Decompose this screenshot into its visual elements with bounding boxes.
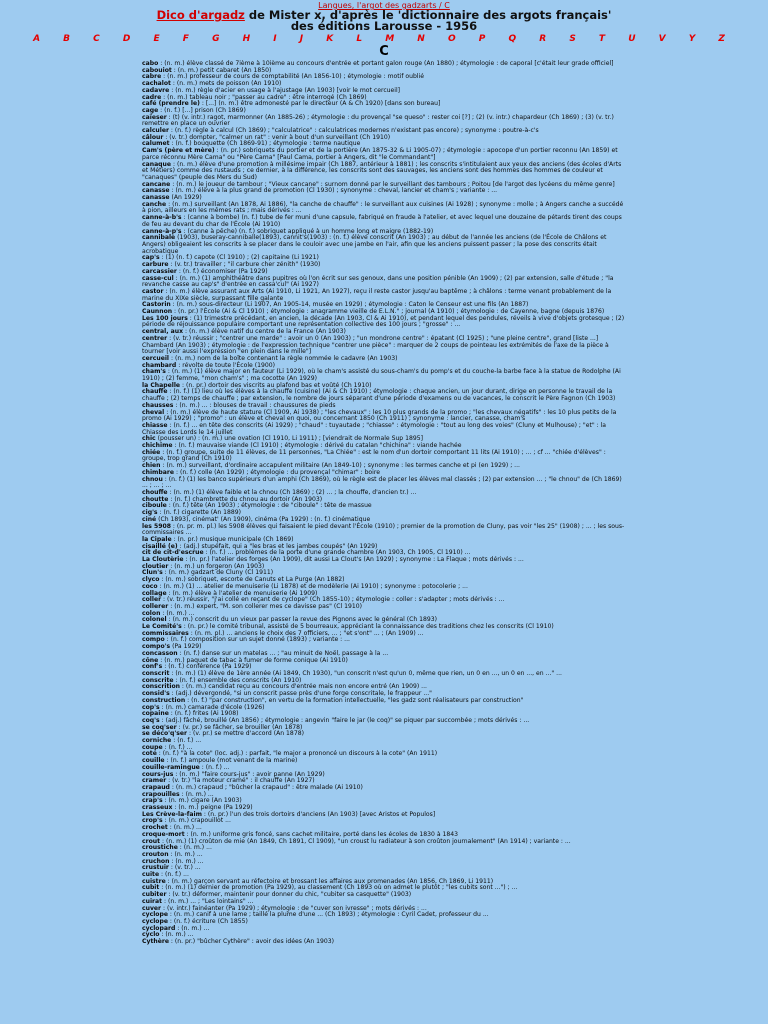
entry-term: ciboule <box>142 502 167 510</box>
entry-term: coupe <box>142 743 163 751</box>
entry-definition: : [...] (n. m.) être admonesté par le directeur (A & Ch 1920) [dans son bureau] <box>199 100 441 108</box>
entry-term: Les 100 jours <box>142 314 188 322</box>
entry-definition: : (n. m.) "faire cours-jus" : avoir panne (An 1929) <box>173 770 325 778</box>
entry-definition: : (n. m.) élève à la plus grand de promotion (Cl 1930) ; synonyme : cheval, lancier et cham's ; variante : ... <box>169 187 498 195</box>
entry-term: carcassier <box>142 267 177 275</box>
entry-term: copaine <box>142 710 169 718</box>
entry-term: la Chapelle <box>142 381 181 389</box>
entry-term: cop's <box>142 703 160 711</box>
entry-term: chiée <box>142 448 161 456</box>
entry-term: les 5908 <box>142 522 171 530</box>
entry-term: canne-à-p's <box>142 227 182 235</box>
entry-term: Cam's (père et mère) <box>142 147 215 155</box>
entry-term: se déco'q'ser <box>142 730 188 738</box>
dictionary-entry <box>142 637 626 644</box>
entry-term: cubiter <box>142 891 167 899</box>
entry-definition: : (n. m.) crapaud ; "bûcher la crapaud" : être malade (Ai 1910) <box>169 783 363 791</box>
entry-definition: : (n. f.) bouquette (Ch 1869-91) ; étymologie : terme nautique <box>169 140 361 148</box>
dictionary-entry <box>142 865 626 872</box>
entry-term: cannibale <box>142 234 176 242</box>
entry-definition: : (n. f.) ... <box>162 743 193 751</box>
page-title-text: de Mister x, d'après le 'dictionnaire des argots français' des éditions Larousse - 1956 <box>244 8 612 33</box>
entry-term: cuirat <box>142 897 163 905</box>
entry-definition: : (adj.) dévergondé, "si un conscrit passe près d'une forge conscritale, le frappeur ..." <box>169 690 432 698</box>
dictionary-entry <box>142 450 626 463</box>
entry-term: canche <box>142 200 167 208</box>
entry-term: cubit <box>142 884 160 892</box>
entry-term: crouton <box>142 850 169 858</box>
dictionary-entry <box>142 818 626 825</box>
entry-definition: : (t) (v. intr.) ragot, marmonner (An 1885-26) ; étymologie : du provençal "se queso" : rester coi [?] ; (2) (v. intr.) chapardeur (Ch 1869) ; (3) (v. tr.) remettre en place un ouvrier <box>142 113 614 128</box>
entry-definition: : (n. m.) élève à l'atelier de menuiserie (Ai 1909) <box>166 589 318 597</box>
entry-term: ciné <box>142 515 157 523</box>
entry-definition: : (n. f.) ampoule (mot venant de la marine) <box>164 757 298 765</box>
dico-link[interactable]: Dico d'argadz <box>156 8 245 22</box>
entry-term: carbure <box>142 261 169 269</box>
dictionary-entry <box>142 738 626 745</box>
entry-definition: : (1) trimestre précédant, en ancien, la décade (An 1903, Cl & Ai 1910), et pendant lequel des pendules, réveils à vive d'objets grotesque ; (2) période de réjouissance populaire comportant une représentation collective des 100 jours ; "grosse" : ... <box>142 314 625 329</box>
dictionary-entry <box>142 839 626 846</box>
entries-list <box>0 61 768 946</box>
dictionary-entry <box>142 845 626 852</box>
dictionary-entry <box>142 389 626 402</box>
entry-definition: : (n. f.) conférence (Pa 1929) <box>162 663 252 671</box>
entry-definition: : (n. m.) mets de poisson (An 1910) <box>170 80 282 88</box>
entry-term: collage <box>142 589 167 597</box>
dictionary-entry <box>142 919 626 926</box>
entry-definition: : (n. f.) frites (Ai 1908) <box>168 710 239 718</box>
entry-definition: : (n. m.) sous-directeur (Li 1907, An 1905-14, musée en 1929) ; étymologie : Caton le Censeur est une fils (An 1887) <box>170 301 529 309</box>
entry-definition: : (n. m.) élève de haute stature (Cl 1909, Ai 1938) ; "les chevaux" : les 10 plus grands de la promo ; "les chevaux négatifs" : les 10 plus petits de la promo (Ai 1929) ; "promo" : un élève et cheval en quoi, ou concernant 1850 (Ch 1911) ; synonyme : lancier, canasse, cham's <box>142 408 617 423</box>
entry-definition: : (v. tr.) "la moteur cramé" : il chauffe (An 1927) <box>166 777 315 785</box>
dictionary-entry <box>142 604 626 611</box>
entry-term: cyclo <box>142 931 160 939</box>
entry-definition: : (v. tr.) dompter, "calmer un rat" : venir à bout d'un surveillant (Ch 1910) <box>163 133 391 141</box>
entry-definition: : (n. m.) ... <box>168 850 203 858</box>
entry-term: se coq'ser <box>142 723 177 731</box>
entry-definition: : (n. m.) candidat reçu au concours d'entrée mais non encore entré (An 1909) ... <box>180 683 427 691</box>
dictionary-entry <box>142 162 626 182</box>
dictionary-entry <box>142 477 626 490</box>
entry-term: construction <box>142 696 186 704</box>
entry-definition: : (n. f.) colle (An 1929) ; étymologie : du provençal "chimar" : boire <box>174 468 380 476</box>
dictionary-entry <box>142 939 626 946</box>
entry-term: castor <box>142 287 164 295</box>
page-title <box>149 10 619 32</box>
entry-definition: : (n. m.) cigare (An 1903) <box>162 797 242 805</box>
entry-term: chimbare <box>142 468 175 476</box>
entry-term: cachalot <box>142 80 171 88</box>
entry-definition: : (adj.) fâché, brouillé (An 1856) ; étymologie : angevin "faire le jar (le coq)" se piquer par succombée ; mots dérivés : ... <box>159 716 530 724</box>
entry-term: cabre <box>142 73 162 81</box>
entry-definition: : (n. pr.) le comité tribunal, assisté de 5 bourreaux, appréciant la connaissance des traditions chez les conscrits (Cl 1910) <box>181 623 554 631</box>
entry-definition: : révolte de toute l'École (1900) <box>176 361 275 369</box>
entry-definition: : (1) (n. f.) capote (Cl 1910) ; (2) capitaine (Li 1921) <box>159 254 319 262</box>
entry-term: cercueil <box>142 354 170 362</box>
entry-definition: (pousser un) : (n. m.) une ovation (Cl 1910, Li 1911) ; [viendrait de Normale Sup 1895] <box>155 435 423 443</box>
dictionary-entry <box>142 188 626 195</box>
entry-definition: : (n. m.) (1) ... atelier de menuiserie (Li 1878) et de modèlerie (Ai 1910) ; synonyme : potocolerie ; ... <box>157 582 468 590</box>
entry-definition: : (n. m.) ... <box>160 609 195 617</box>
entry-term: conscrit <box>142 669 170 677</box>
entry-definition: : (n. m.) peigne (Pa 1929) <box>172 804 253 812</box>
entry-term: La Cloutèrie <box>142 556 184 564</box>
entry-definition: : (n. m.) (1) élève faible et la chnou (Ch 1869) ; (2) ... ; la chouffe, d'ancien tr.) ... <box>167 489 417 496</box>
entry-definition: : (n. m.) ... <box>167 824 202 832</box>
entry-definition: : (n. m.) surveillant (An 1878, Ai 1886), "la canche de chauffe" : le surveillant aux cuisines (Ai 1928) ; synonyme : molle ; à Angers canche a succédé à pion, ailleurs en les mêmes rats ; mais dérivés : ... <box>142 200 624 215</box>
entry-definition: : (n. m.) élève classé de 7ième à 10ième au concours d'entrée et portant galon rouge (An 1880) ; étymologie : de caporal [c'était leur grade officiel] <box>158 60 614 67</box>
entry-definition: : (n. m.) tableau noir ; "passer au cadre" : être interrogé (Ch 1869) <box>161 93 367 101</box>
entry-term: chien <box>142 462 161 470</box>
entry-definition: : (n. m.) élève assurant aux Arts (Ai 1910, Li 1921, An 1927), reçu il reste castor jusqu'au baptême ; à châlons : terme venant probablement de la marine du XIXe siècle, surpassant fille galante <box>142 287 612 302</box>
entry-term: cage <box>142 106 159 114</box>
entry-term: conscrition <box>142 683 180 691</box>
entry-definition: (1903), buseray-canniballe(1893), cannit's(1903) : (n. f.) élève conscrit (An 1903) ; au début de l'année les anciens (de l'École de Châlons et Angers) obligeaient les conscrits à se placer dans le couloir avec une jambe en l'air, afin que les anciens puissent passer ; la pose des conscrits était acrobatique <box>142 234 607 255</box>
entry-term: crapouilles <box>142 790 180 798</box>
dictionary-entry <box>142 852 626 859</box>
entry-definition: : (v. tr.) déformer, maintenir pour donner du chic, "cubiter sa casquette" (1903) <box>166 891 412 899</box>
entry-term: chouffe <box>142 489 168 496</box>
entry-term: câlour <box>142 133 164 141</box>
entry-definition: : (n. f.) groupe, suite de 11 élèves, de 11 personnes, "La Chiée" : est le nom d'un dortoir comportant 11 lits (Ai 1910) ; ... ; cf ... "chiée d'élèves" : groupe, trop grand (Ch 1910) <box>142 448 606 463</box>
entry-definition: : (n. f.) règle à calcul (Ch 1869) ; "calculatrice" : calculatrices modernes n'existant pas encore) ; synonyme : poutre-à-c's <box>169 127 539 135</box>
dictionary-entry <box>142 148 626 161</box>
entry-definition: : (n. m.) (1) dernier de promotion (Pa 1929), au classement (Ch 1893 où on admet le plutôt ; "les cubits sont ...") ; ... <box>159 884 518 892</box>
entry-term: conscrite <box>142 676 174 684</box>
entry-term: compo's <box>142 643 171 651</box>
entry-term: corniche <box>142 737 172 745</box>
entry-definition: : (n. m.) le joueur de tambour ; "Vieux cancane" : surnom donné par le surveillant des tambours ; Poitou [de l'argot des lycéens du même genre] <box>170 180 615 188</box>
entry-term: Caunnon <box>142 308 173 316</box>
entry-term: couille <box>142 757 165 765</box>
entry-term: canaque <box>142 160 172 168</box>
dictionary-entry <box>142 423 626 436</box>
entry-term: colon <box>142 609 161 617</box>
dictionary-entry <box>142 859 626 866</box>
entry-term: cham's <box>142 368 166 376</box>
entry-definition: : (n. f.) ... en tête des conscrits (Ai 1929) ; "chaud" : tuyautade ; "chiasse" : étymologie : "tout au long des voies" (Cluny et Mulhouse) ; "et" : la Chiasse des Lords le 14 juillet <box>142 421 607 436</box>
entry-definition: : (n. m.) ... <box>177 844 212 852</box>
entry-definition: : (n. f.) ... problèmes de la porte d'une grande chambre (An 1903, Ch 1905, Cl 1910) ... <box>203 549 471 557</box>
alphabet-nav[interactable]: A B C D E F G H I J K L M N O P Q R S T U V Y Z <box>33 34 735 44</box>
entry-definition: : (n. m.) conscrit du un vieux par passer la revue des Pignons avec le général (Ch 1893) <box>166 616 438 624</box>
entry-definition: : (v. tr.) réussir, "j'ai collé en reçant de cyclope" (Ch 1855-10) ; étymologie : coller : s'adapter ; mots dérivés : ... <box>161 596 505 604</box>
entry-definition: : (n. pr.) "bûcher Cythère" : avoir des idées (An 1903) <box>168 938 335 946</box>
entry-term: cisaillé (e) <box>142 542 178 550</box>
entry-definition: : (n. m.) (1) élève major en fauteur (Li 1929), où le cham's assisté du sous-cham's du pomp's et du couche-la barbe face à la statue de Rodolphe (Ai 1910) ; (2) femme, "mon cham's" ; ma cocotte (An 1929) <box>142 368 621 383</box>
entry-term: Cythère <box>142 938 169 946</box>
entry-definition: : (n. m.) ... ; "Les lointains" ... <box>162 897 254 905</box>
entry-definition: : (n. f.) ensemble des conscrits (An 1910) <box>173 676 302 684</box>
entry-definition: : (n. pr.) l'atelier des forges (An 1909), dit aussi La Clout's (An 1929) ; synonyme : La Flaque ; mots dérivés : ... <box>183 556 524 564</box>
entry-term: canne-à-b's <box>142 214 182 222</box>
entry-term: cyclope <box>142 911 168 919</box>
entry-term: centrer <box>142 334 168 342</box>
entry-term: Le Comité's <box>142 623 182 631</box>
entry-term: cig's <box>142 509 158 517</box>
entry-term: cuver <box>142 904 162 912</box>
entry-term: chichime <box>142 442 173 450</box>
entry-definition: : (n. m.) gadzart de Cluny (Cl 1911) <box>162 569 274 577</box>
entry-term: caïeser <box>142 113 167 121</box>
entry-definition: : (n. f.) "par construction", en vertu de la formation intellectuelle, "les gadz sont réalisateurs par construction" <box>185 696 524 704</box>
entry-definition: : (v. tr.) travailler ; "il carbure cher zénith" (1930) <box>168 261 321 269</box>
entry-term: cancane <box>142 180 171 188</box>
entry-term: casse-cul <box>142 274 174 282</box>
entry-definition: (Pa 1929) <box>170 643 202 651</box>
entry-term: cabo <box>142 60 159 67</box>
dictionary-entry <box>142 215 626 228</box>
entry-definition: : (n. m.) canif à une lame ; taillé la plume d'une ... (Ch 1893) ; étymologie : Cyril Cadet, professeur du ... <box>167 911 489 919</box>
entry-term: crout <box>142 837 161 845</box>
entry-term: cap's <box>142 254 160 262</box>
entry-term: coco <box>142 582 158 590</box>
entry-term: compo <box>142 636 165 644</box>
current-letter: C <box>379 44 389 59</box>
dictionary-entry <box>142 276 626 289</box>
entry-definition: : (n. m.) ... <box>159 931 194 939</box>
entry-definition: : (n. f.) mauvaise viande (Cl 1910) ; étymologie : dérivé du catalan "chichina" : viande hachée <box>172 442 462 450</box>
entry-term: calumet <box>142 140 170 148</box>
entry-definition: : (n. m.) expert, "M. son collerer mes ce davisse pas" (Cl 1910) <box>168 602 362 610</box>
entry-definition: : (n. m.) sobriquet, escorte de Canuts et La Purge (An 1882) <box>159 576 345 584</box>
entry-definition: : (v. intr.) fainéanter (Pa 1929) ; étymologie : de "cuver son ivresse" ; mots dérivés : ... <box>161 904 427 912</box>
entry-definition: : (n. f.) ... <box>199 763 230 771</box>
entry-definition: : (n. m.) petit cabaret (An 1850) <box>171 66 272 74</box>
entry-term: café (prendre le) <box>142 100 200 108</box>
entry-definition: : (adj.) stupéfait, qui a "les bras et les jambes coupés" (An 1929) <box>177 542 378 550</box>
entry-term: chauffe <box>142 388 168 396</box>
entry-definition: : (n. m.) (1) croûton de mie (An 1849, Ch 1891, Cl 1909), "un croust lu radiateur à son croûton journalement" (An 1914) ; variante : ... <box>160 837 571 845</box>
entry-definition: : (n. pr.) sobriquets du portier et de la portière (An 1875-32 & Li 1905-07) ; étymologie : apocope d'un portier reconnu (An 1859) et parce réconnu Mère Cama" ou "Père Cama" [Paul Cama, portier à Angers, dit "le Commandant"] <box>142 147 618 161</box>
entry-term: cône <box>142 656 159 664</box>
entry-definition: : (v. tr.) réussir ; "centrer une marde" : avoir un 0 (An 1903) ; "un mondrone centre" : épatant (Cl 1925) ; "une pleine centre", grand [liste ...] Chambard (An 1903) ; étymologie : de l'expression technique "centrer une pièce" : marquer de 2 coups de pointeau les extrémités de l'axe de la pièce à tourner [voir aussi l'expression "en plein dans le mille"] <box>142 334 609 356</box>
entry-definition: : (n. m.) professeur de cours de comptabilité (An 1856-10) ; étymologie : motif oublié <box>161 73 425 81</box>
entry-term: cuistre <box>142 877 166 885</box>
entry-definition: : (n. f.) danse sur un matelas ... ; "au minuit de Noël, passage à la ... <box>177 649 389 657</box>
entry-term: cruchon <box>142 857 170 865</box>
entry-definition: : (n. m.) ... <box>169 857 204 865</box>
entry-definition: : (n. m.) garçon servant au réfectoire et brossant les affaires aux promenades (An 1856, Ch 1869, Li 1911) <box>165 877 494 885</box>
entry-term: coller <box>142 596 162 604</box>
dictionary-entry <box>142 369 626 382</box>
entry-definition: : (n. f.) tête (An 1903) ; étymologie : de "ciboule" : tête de massue <box>166 502 372 510</box>
entry-term: cadavre <box>142 86 170 94</box>
entry-term: Clun's <box>142 569 163 577</box>
entry-definition: : (n. f.) (1) les banco supérieurs d'un amphi (Ch 1869), où le règle est de placer les élèves mal classés ; (2) par extension ... ; "le chnou" de (Ch 1869) ... ; ... ; ... <box>142 475 622 490</box>
entry-term: canasse <box>142 187 170 195</box>
entry-term: cyclope <box>142 918 168 925</box>
entry-definition: : (n. m.) (1) amphithéâtre dans pupitres où l'on écrit sur ses genoux, dans une position pénible (An 1909) ; (2) par extension, salle d'étude ; "la revanche casse au cap's" d'entrée en cassa'cul" (Ai 1927) <box>142 274 614 289</box>
entry-definition: : (n. m.) surveillant, d'ordinaire accapulent militaire (An 1849-10) ; synonyme : les termes canche et pi (en 1929) ; ... <box>160 462 520 470</box>
entry-definition: : (n. pr.) musique municipale (Ch 1869) <box>171 535 294 543</box>
entry-definition: : (v. pr.) se mettre d'accord (An 1878) <box>187 730 304 738</box>
dictionary-entry <box>142 785 626 792</box>
entry-term: chausses <box>142 401 174 409</box>
entry-term: central, aux <box>142 328 184 336</box>
entry-term: la Cipale <box>142 535 172 543</box>
entry-definition: : (n. f.) cigarette (An 1889) <box>157 509 242 517</box>
entry-term: cours-jus <box>142 770 174 778</box>
dictionary-entry <box>142 524 626 537</box>
entry-definition: : (n. pr.) dortoir des viscrits au plafond bas et voûté (Ch 1910) <box>180 381 372 389</box>
entry-definition: : (n. m.) élève d'une promotion à millésime impair (Ch 1887, antérieur à 1881) ; les conscrits s'intitulaient aux yeux des anciens (des écoles d'Arts et Métiers) comme des rustauds ; ce dernier, à la différence, les conscrits sont des sauvages, les anciens sont des hommes des hommes de couleur et "canaques" (peuple des Mers du Sud) <box>142 160 622 181</box>
entry-definition: : (n. f.) ... <box>159 871 189 879</box>
entry-term: commissaires <box>142 629 189 637</box>
dictionary-entry <box>142 731 626 738</box>
entry-term: crustuir <box>142 864 169 872</box>
entry-definition: : (n. m. pl.) ... anciens le choix des 7 officiers, ... ; "et s'ont" ... ; (An 1909) ... <box>188 629 424 637</box>
entry-term: chambard <box>142 361 177 369</box>
entry-definition: : (n. m.) crapouillot ... <box>162 817 231 825</box>
entry-definition: : (n. f.) chambrette du chnou au dortoir (An 1903) <box>168 495 323 503</box>
dictionary-entry <box>142 410 626 423</box>
entry-definition: (Ch 1893), cinémat' (An 1909), cinéma (Pa 1929) : (n. f.) cinématique <box>156 515 371 523</box>
entry-term: conf's <box>142 663 163 671</box>
entry-term: crop's <box>142 817 163 825</box>
entry-definition: : (n. m.) uniforme gris foncé, sans cachet militaire, porté dans les écoles de 1830 à 1843 <box>184 830 459 838</box>
entry-definition: : (n. m.) ... : blouses de travail : chaussures de pieds <box>173 401 336 409</box>
entry-term: crasseux <box>142 804 173 812</box>
entry-term: cloutier <box>142 562 169 570</box>
entry-definition: : (n. f.) "à la cote" (loc. adj.) : parfait, "le major a prononcé un discours à la cote" (An 1911) <box>156 750 438 758</box>
entry-term: Castorin <box>142 301 171 309</box>
entry-definition: : (n. m.) ... <box>175 924 210 932</box>
entry-term: colonel <box>142 616 167 624</box>
dictionary-entry <box>142 926 626 933</box>
entry-term: crochet <box>142 824 168 832</box>
entry-definition: : (n. m.) (1) élève de 1ère année (Ai 1849, Ch 1930), "un conscrit n'est qu'un 0, même que rien, un 0 en ..., un 0 en ..., en ..." ... <box>169 669 562 677</box>
entry-term: consid's <box>142 690 170 698</box>
entry-term: cheval <box>142 408 165 416</box>
breadcrumb-link[interactable]: Langues, l'argot des gadzarts / C <box>318 1 450 10</box>
entry-term: canasse <box>142 194 170 202</box>
entry-term: crapaud <box>142 783 170 791</box>
entry-definition: : (v. tr.) ... <box>168 864 201 872</box>
entry-definition: : (n. m.) camarade d'école (1926) <box>159 703 265 711</box>
dictionary-entry <box>142 235 626 255</box>
entry-definition: : (n. f.) écriture (Ch 1855) <box>167 918 248 925</box>
entry-term: crap's <box>142 797 163 805</box>
entry-term: concasson <box>142 649 178 657</box>
entry-term: coq's <box>142 716 160 724</box>
entry-term: croque-mort <box>142 830 185 838</box>
entry-term: cuite <box>142 871 160 879</box>
entry-term: chnou <box>142 475 163 483</box>
entry-term: chiasse <box>142 421 168 429</box>
entry-definition: : (n. m.) nom de la boîte contenant la règle nommée le cadavre (An 1903) <box>169 354 398 362</box>
entry-term: cadre <box>142 93 162 101</box>
entry-term: collerer <box>142 602 169 610</box>
entry-definition: : (canne à pêche) (n. f.) sobriquet appliqué à un homme long et maigre (1882-19) <box>181 227 434 235</box>
entry-term: clyco <box>142 576 160 584</box>
entry-definition: : (n. f.) économiser (Pa 1929) <box>176 267 268 275</box>
entry-term: cramer <box>142 777 167 785</box>
entry-definition: : (n. m.) règle d'acier en usage à l'ajustage (An 1903) [voir le mot cercueil] <box>169 86 401 94</box>
entry-definition: : (n. f.) [...] prison (Ch 1869) <box>158 106 246 114</box>
entry-definition: (An 1929) <box>169 194 202 202</box>
entry-definition: : (n. m.) paquet de tabac à fumer de forme conique (Ai 1910) <box>158 656 348 664</box>
entry-term: choutte <box>142 495 169 503</box>
entry-term: cabouiot <box>142 66 172 74</box>
entry-definition: : (canne à bombe) (n. f.) tube de fer muni d'une capsule, fabriqué en fraude à l'atelier, et avec lequel une douzaine de pétards tirent des coups de feu au devant du char de l'École (Ai 1910) <box>142 214 622 228</box>
entry-definition: : (n. m.) ... <box>179 790 214 798</box>
entry-term: croustiche <box>142 844 178 852</box>
entry-definition: : (n. m.) élève natif du centre de la France (An 1903) <box>183 328 346 336</box>
entry-definition: : (n. pr. m. pl.) les 5908 élèves qui faisaient le pied devant l'École (1910) ; premier de la promotion de Cluny, pas voir "les 25" (1908) ; ... ; les sous-commissaires ... <box>142 522 625 537</box>
entry-term: calculer <box>142 127 169 135</box>
dictionary-entry <box>142 336 626 356</box>
entry-definition: : (n. pr.) l'un des trois dortoirs d'anciens (An 1903) [avec Aristos et Populos] <box>201 810 436 818</box>
entry-term: cit de cit-d'escrue <box>142 549 204 557</box>
entry-definition: : (n. m.) un forgeron (An 1903) <box>168 562 265 570</box>
entry-definition: : (v. pr.) se fâcher, se brouiller (An 1878) <box>176 723 303 731</box>
entry-definition: : (n. f.) composition sur un sujet donné (1893) ; variante : ... <box>164 636 350 644</box>
entry-definition: : (n. f.) ... <box>171 737 202 745</box>
entry-term: cote <box>142 750 157 758</box>
entry-term: chic <box>142 435 156 443</box>
entry-definition: : (n. pr.) l'École (Ai & Cl 1910) ; étymologie : anagramme vieille de E.L.N." ; journal (A 1910) ; étymologie : de Cayenne, bagne (depuis 1876) <box>172 308 605 316</box>
entry-definition: : (n. f.) (1) lieu où les élèves à la chauffe (cuisine) (Ai & Ch 1910) ; étymologie : chaque ancien, un jour durant, dirige en personne le travail de la chauffe ; (2) temps de chauffe ; par extension, le nombre de jours séparant d'une période d'examens ou de vacances, le conscrit le Père Fagnon (Ch 1903) <box>142 388 616 403</box>
entry-term: cyclopard <box>142 924 176 932</box>
entry-term: Les Crève-la-faim <box>142 810 202 818</box>
entry-term: couille-ramingue <box>142 763 200 771</box>
